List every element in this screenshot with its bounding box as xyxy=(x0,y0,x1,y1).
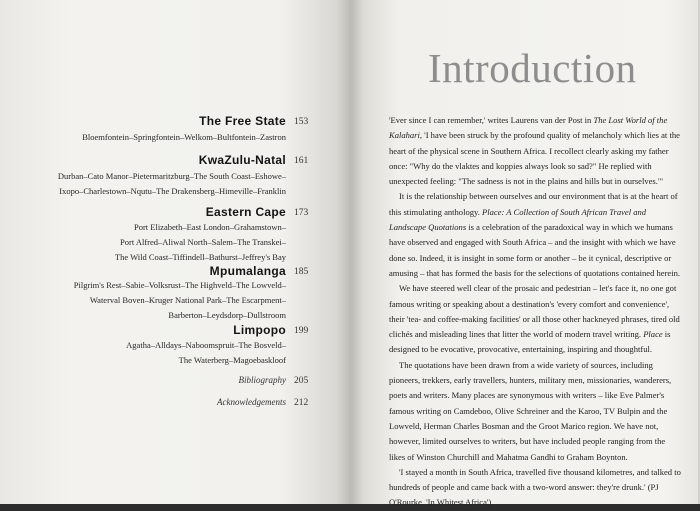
intro-text: The quotations have been drawn from a wide variety of sources, including pioneers, trekkers, early travellers, hunters, military men, missionaries, wanderers, poets and writers. Many places are synonymous with writers – like Eve Palmer's famous writing on Camdeboo, Olive Schreiner and the Karoo, TV Bulpin and the Lowveld, Herman Charles Bosman and the Groot Marico region. We have not, however, limited ourselves to writers, but have included people ranging from the likes of Winston Churchill and Mahatma Gandhi to Graham Boynton. xyxy=(389,359,672,462)
intro-paragraph xyxy=(389,358,681,465)
toc-place-line: Waterval Boven–Kruger National Park–The Escarpment– xyxy=(89,295,286,305)
toc-place-line: Ixopo–Charlestown–Nqutu–The Drakensberg–Himeville–Franklin xyxy=(59,186,286,196)
intro-text: 'Ever since I can remember,' writes Laurens van der Post in xyxy=(389,115,594,125)
page-title: Introduction xyxy=(428,45,637,91)
toc-page-number: 199 xyxy=(294,326,309,336)
intro-paragraph xyxy=(389,113,681,189)
toc-page-number: 205 xyxy=(294,376,309,386)
toc-place-line: Pilgrim's Rest–Sabie–Volksrust–The Highveld–The Lowveld– xyxy=(73,280,286,290)
introduction-body xyxy=(389,113,681,511)
toc-acknowledgements: Acknowledgements xyxy=(217,397,286,407)
intro-italic-title: Place xyxy=(643,329,663,340)
intro-text: We have steered well clear of the prosaic and pedestrian – let's face it, no one got famous writing or speaking about a destination's 'every comfort and convenience', their 'tea- and coffee-making facilities' or all those other hackneyed phrases, tired old clichés and misleading lines that litter the world of modern travel writing. xyxy=(389,283,680,340)
toc-places xyxy=(58,169,286,199)
intro-italic-title: Place: A Collection of South African Travel and Landscape Quotations xyxy=(389,206,647,233)
toc-page-number: 153 xyxy=(294,117,309,127)
toc-bibliography: Bibliography xyxy=(238,375,286,385)
intro-text: , 'I have been struck by the profound quality of melancholy which lies at the heart of the physical scene in Southern Africa. I recollect clearly asking my father once: "Why do the vlaktes and koppies always look so sad?" He replied with unexpected feeling: "The sadness is not in the plains and hills but in ourselves."' xyxy=(389,130,680,187)
intro-text: is a celebration of the paradoxical way in which we humans have observed and engaged with South Africa – and the insight with which we have done so. Indeed, it is insight in some form or another – be it cynical, descriptive or amusing – that has formed the basis for the selections of quotations contained herein. xyxy=(389,222,680,278)
toc-place-line: Agatha–Alldays–Naboomspruit–The Bosveld– xyxy=(126,340,286,350)
intro-italic-title: The Lost World of the Kalahari xyxy=(389,115,668,141)
toc-page-number: 185 xyxy=(294,267,309,277)
toc-places xyxy=(126,338,286,368)
toc-section-title: Limpopo xyxy=(233,323,286,337)
toc-section-title: Mpumalanga xyxy=(209,264,286,278)
toc-section-title: KwaZulu-Natal xyxy=(198,153,286,167)
toc-place-line: Barberton–Leydsdorp–Dullstroom xyxy=(168,310,286,320)
toc-section-title: Eastern Cape xyxy=(205,205,286,219)
intro-text: is designed to be evocative, provocative, entertaining, inspiring and thoughtful. xyxy=(389,329,671,355)
toc-places xyxy=(74,278,286,323)
toc-place-line: Port Elizabeth–East London–Grahamstown– xyxy=(133,222,286,232)
toc-places xyxy=(115,220,286,265)
toc-place-line: Durban–Cato Manor–Pietermaritzburg–The South Coast–Eshowe– xyxy=(57,171,286,181)
toc-page-number: 173 xyxy=(294,208,309,218)
toc-place-line: Port Alfred–Aliwal North–Salem–The Transkei– xyxy=(120,237,286,247)
toc-place-line: The Wild Coast–Tiffindell–Bathurst–Jeffrey's Bay xyxy=(114,252,286,262)
intro-text: 'I stayed a month in South Africa, travelled five thousand kilometres, and talked to hundreds of people and came back with a two-word answer: they're drunk.' (PJ O'Rourke, 'In Whitest Africa') xyxy=(389,466,681,508)
intro-paragraph xyxy=(389,189,681,281)
toc-place-line: The Waterberg–Magoebaskloof xyxy=(178,355,286,365)
toc-places xyxy=(82,130,286,145)
toc-page-number: 161 xyxy=(294,156,309,166)
intro-paragraph xyxy=(389,281,681,357)
toc-section-title: The Free State xyxy=(199,114,286,128)
toc-place-line: Bloemfontein–Springfontein–Welkom–Bultfontein–Zastron xyxy=(82,132,286,142)
toc-page-number: 212 xyxy=(294,398,309,408)
left-page-contents xyxy=(0,0,350,504)
intro-text: It is the relationship between ourselves and our environment that is at the heart of this stimulating anthology. xyxy=(389,191,678,217)
